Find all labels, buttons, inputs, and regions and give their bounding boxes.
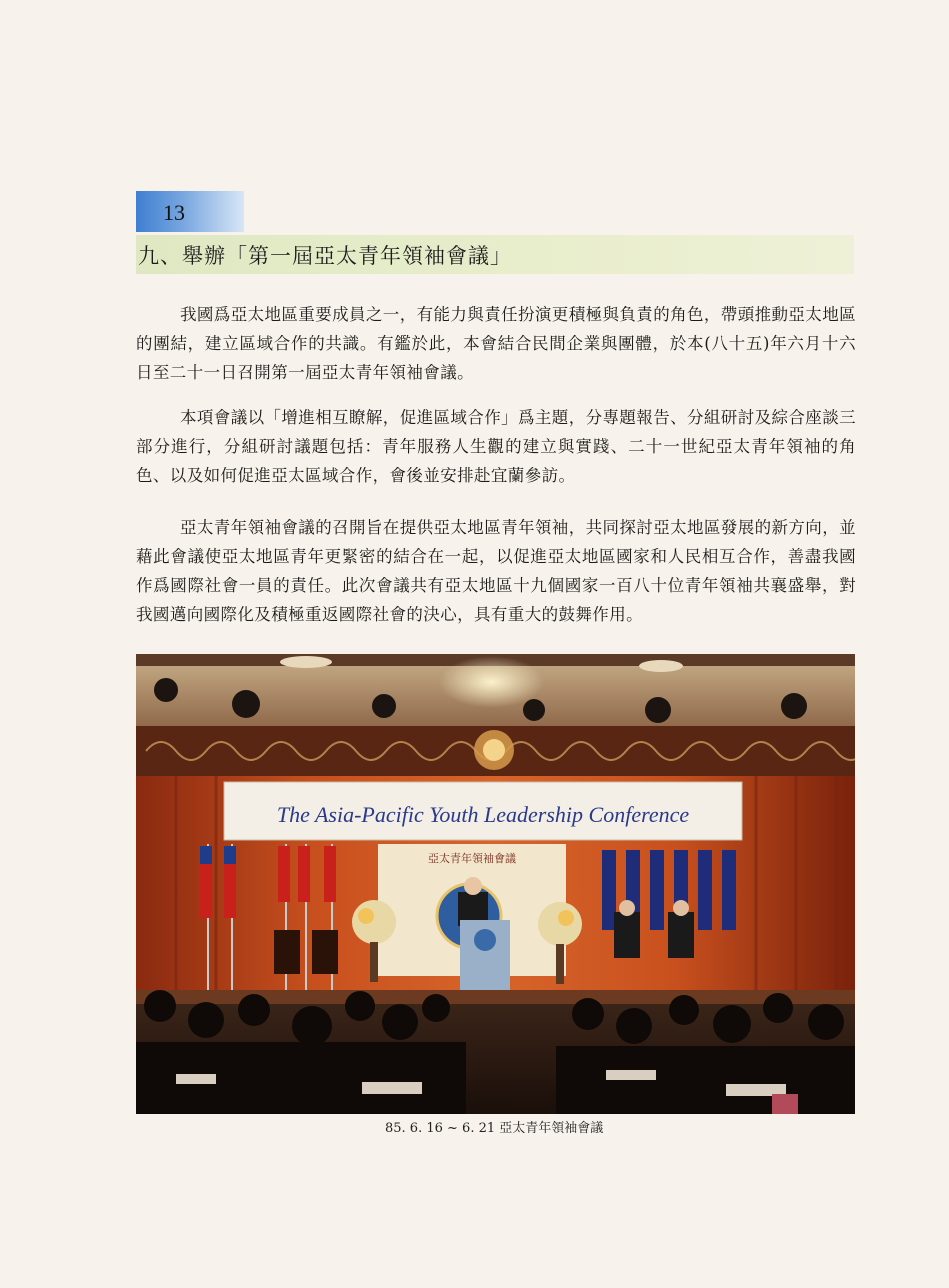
photo-caption: 85. 6. 16 ~ 6. 21 亞太青年領袖會議 [385, 1121, 604, 1136]
section-heading: 九、舉辦「第一屆亞太青年領袖會議」 [138, 244, 512, 268]
paragraph-1: 我國爲亞太地區重要成員之一，有能力與責任扮演更積極與負責的角色，帶頭推動亞太地區的團結，建立區域合作的共識。有鑑於此，本會結合民間企業與團體，於本(八十五)年六月十六日至二十一日召開第一屆亞太青年領袖會議。 [136, 305, 856, 382]
paragraph-3: 亞太青年領袖會議的召開旨在提供亞太地區青年領袖，共同探討亞太地區發展的新方向，並藉此會議使亞太地區青年更緊密的結合在一起，以促進亞太地區國家和人民相互合作，善盡我國作爲國際社會一員的責任。此次會議共有亞太地區十九個國家一百八十位青年領袖共襄盛舉，對我國邁向國際化及積極重返國際社會的決心，具有重大的鼓舞作用。 [136, 518, 856, 624]
paragraph-2: 本項會議以「增進相互瞭解，促進區域合作」爲主題，分專題報告、分組研討及綜合座談三部分進行，分組研討議題包括：青年服務人生觀的建立與實踐、二十一世紀亞太青年領袖的角色、以及如何促進亞太區域合作，會後並安排赴宜蘭參訪。 [136, 408, 856, 485]
backdrop-text: 亞太青年領袖會議 [428, 852, 516, 865]
page-number-tab [136, 191, 244, 232]
banner-text: The Asia-Pacific Youth Leadership Conference [276, 802, 690, 827]
conference-photo [136, 654, 855, 1114]
page-number: 13 [163, 200, 185, 225]
conference-photo-illustration [136, 654, 855, 1114]
